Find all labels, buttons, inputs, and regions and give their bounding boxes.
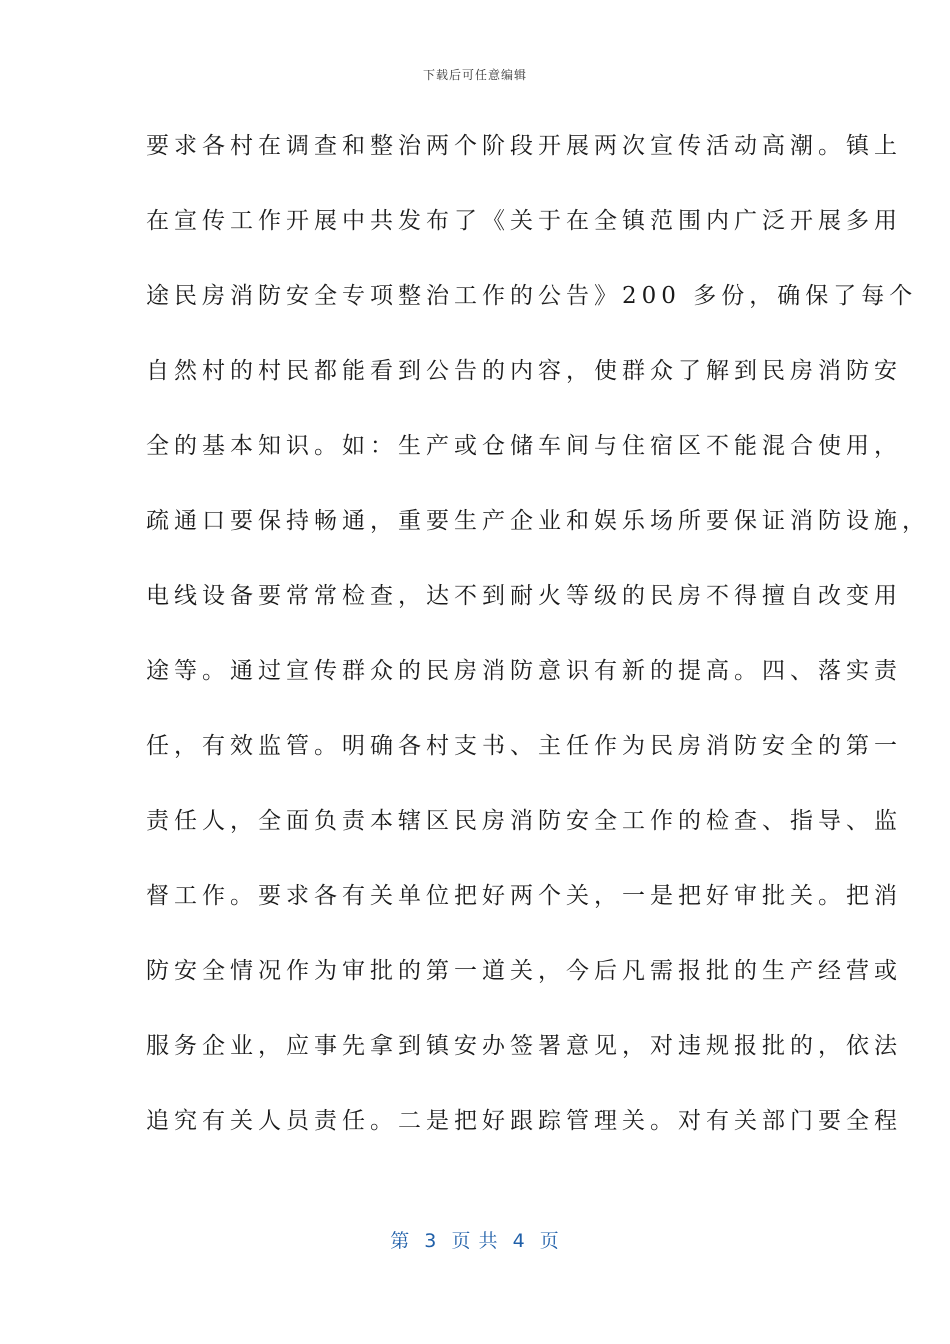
body-line: 自然村的村民都能看到公告的内容，使群众了解到民房消防安 <box>146 358 902 384</box>
header-note: 下载后可任意编辑 <box>422 68 527 82</box>
body-line: 督工作。要求各有关单位把好两个关，一是把好审批关。把消 <box>146 883 902 909</box>
page-number-label: 第 3 页 共 4 页 <box>390 1230 560 1252</box>
body-line: 电线设备要常常检查，达不到耐火等级的民房不得擅自改变用 <box>146 583 902 609</box>
body-line: 要求各村在调查和整治两个阶段开展两次宣传活动高潮。镇上 <box>146 133 902 159</box>
body-line: 服务企业，应事先拿到镇安办签署意见，对违规报批的，依法 <box>146 1033 902 1059</box>
body-line: 途民房消防安全专项整治工作的公告》200 多份，确保了每个 <box>146 283 918 309</box>
body-line: 任，有效监管。明确各村支书、主任作为民房消防安全的第一 <box>146 733 902 759</box>
body-line: 追究有关人员责任。二是把好跟踪管理关。对有关部门要全程 <box>146 1108 902 1134</box>
body-line: 责任人，全面负责本辖区民房消防安全工作的检查、指导、监 <box>146 808 902 834</box>
body-line: 在宣传工作开展中共发布了《关于在全镇范围内广泛开展多用 <box>146 208 902 234</box>
body-line: 全的基本知识。如：生产或仓储车间与住宿区不能混合使用， <box>146 433 902 459</box>
body-line: 防安全情况作为审批的第一道关，今后凡需报批的生产经营或 <box>146 958 902 984</box>
body-line: 疏通口要保持畅通，重要生产企业和娱乐场所要保证消防设施， <box>146 508 930 534</box>
page-footer <box>0 1226 950 1253</box>
body-line: 途等。通过宣传群众的民房消防意识有新的提高。四、落实责 <box>146 658 902 684</box>
document-body <box>146 124 930 1174</box>
